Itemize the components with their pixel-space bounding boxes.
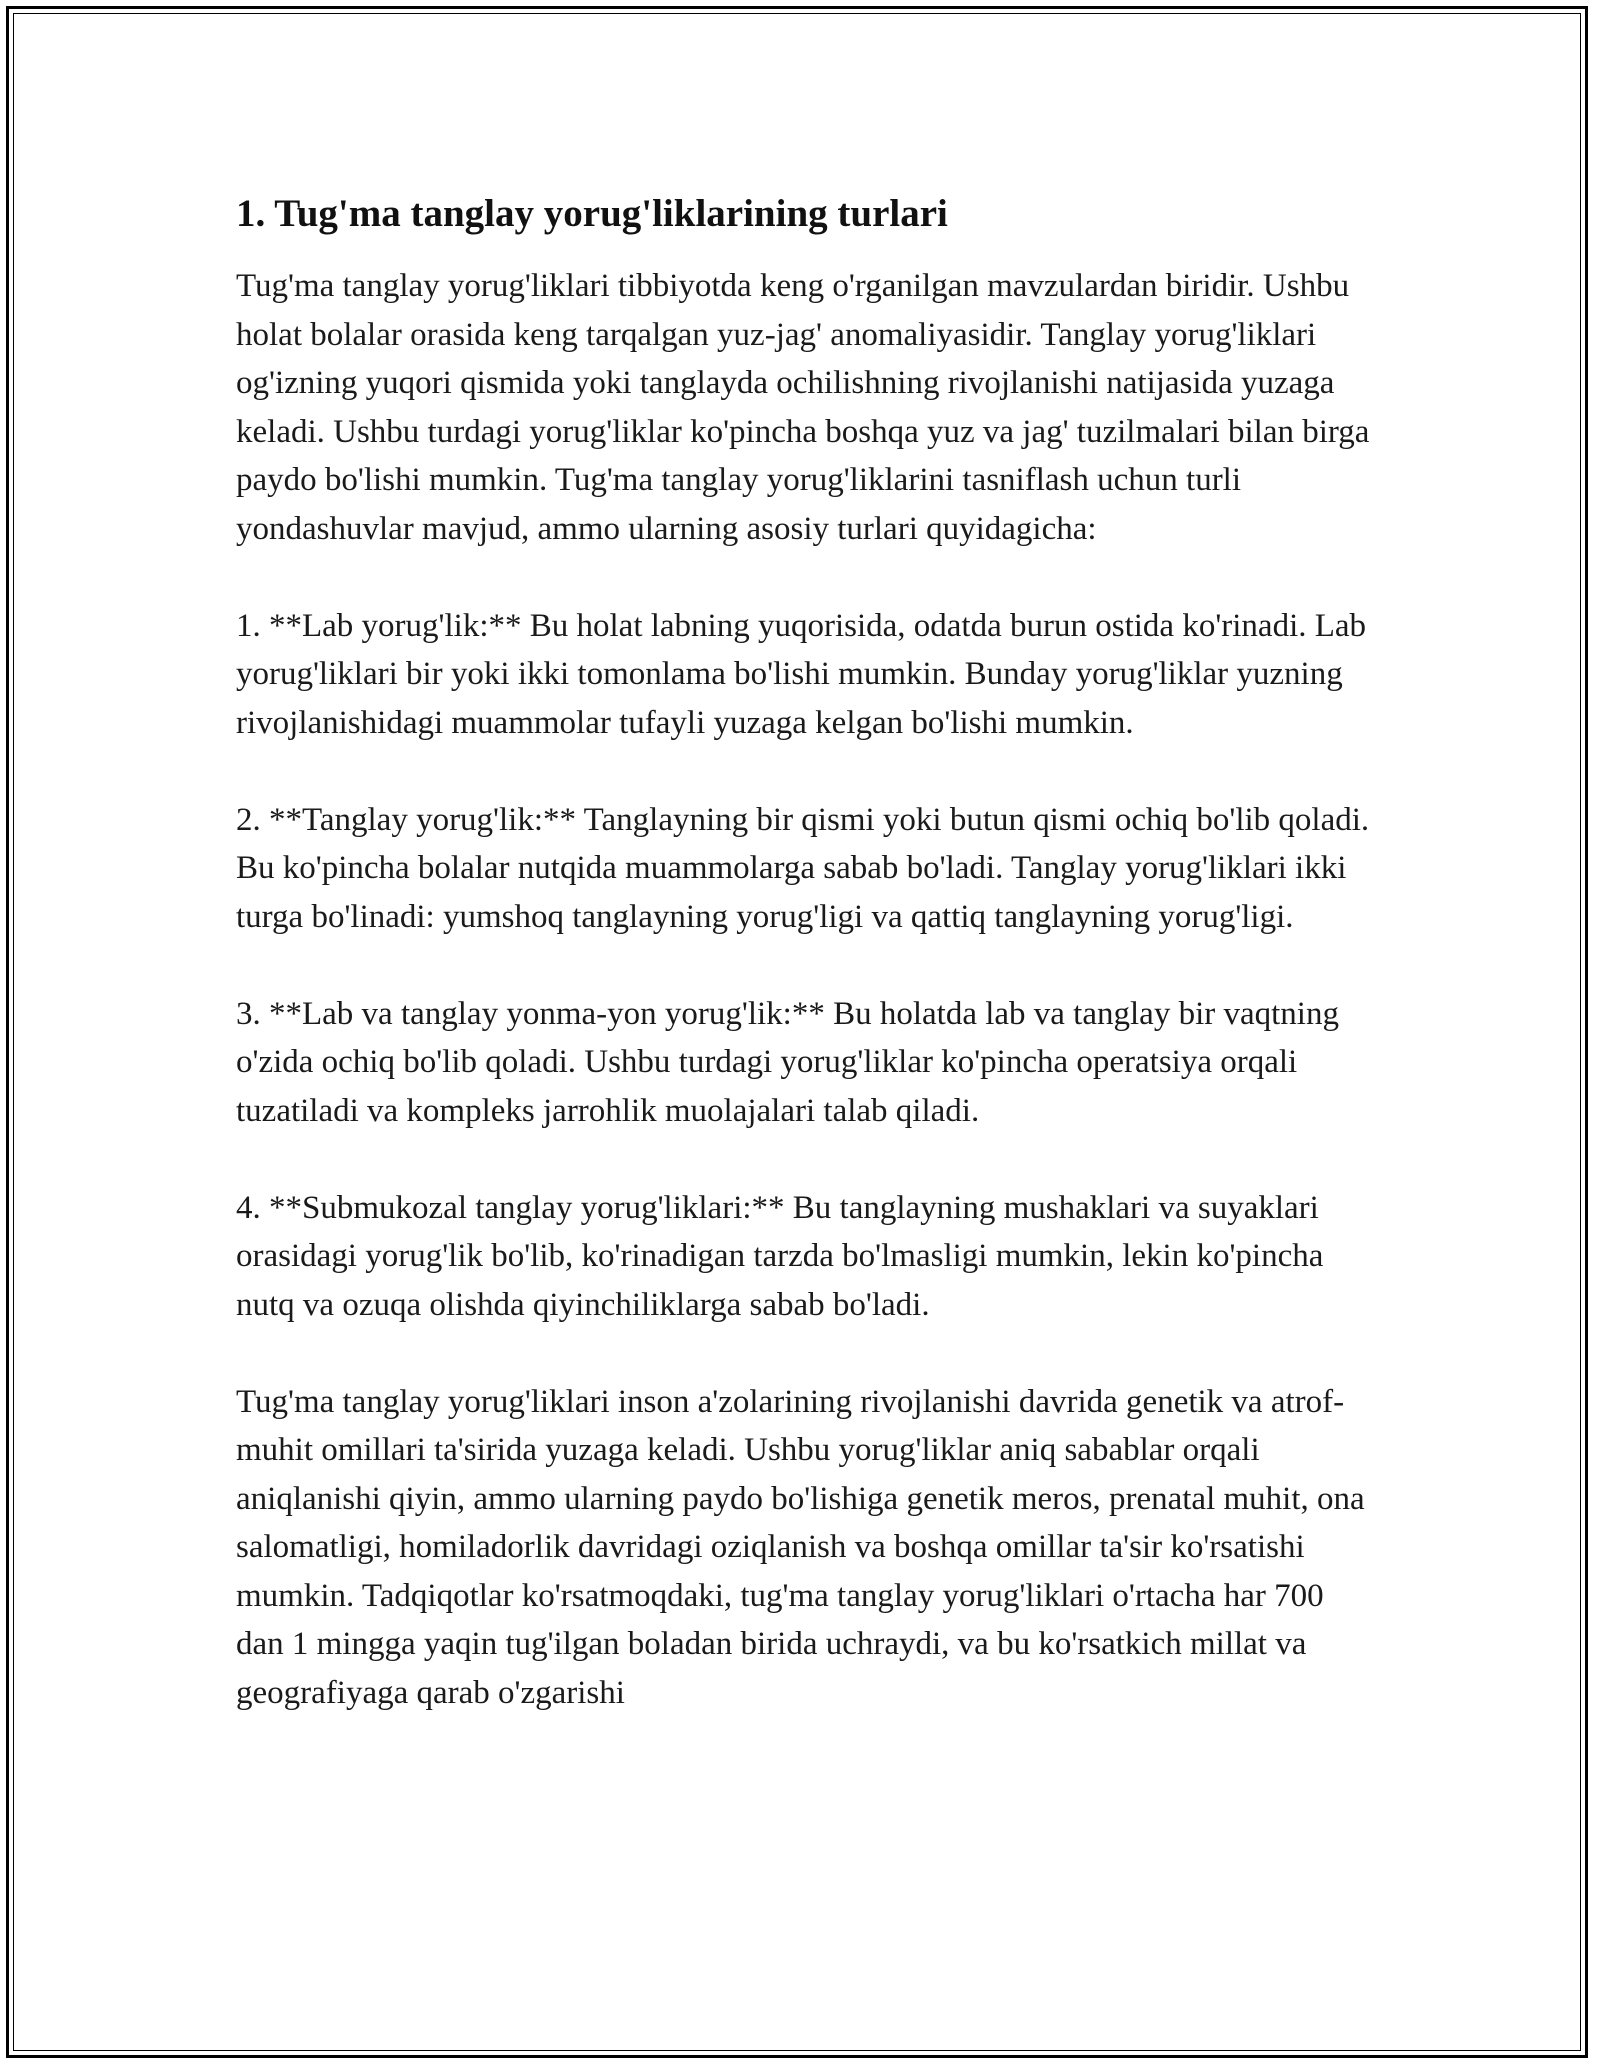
paragraph-item-4: 4. **Submukozal tanglay yorug'liklari:** Bu tanglayning mushaklari va suyaklari orasidagi yorug'lik bo'lib, ko'rinadigan tarzda bo'lmasligi mumkin, lekin ko'pincha nutq va ozuqa olishda qiyinchiliklarga sabab bo'ladi. <box>236 1189 1324 1323</box>
document-body <box>236 186 1372 1766</box>
section-heading: 1. Tug'ma tanglay yorug'liklarining turlari <box>236 192 948 235</box>
paragraph-item-3: 3. **Lab va tanglay yonma-yon yorug'lik:** Bu holatda lab va tanglay bir vaqtning o'zida ochiq bo'lib qoladi. Ushbu turdagi yorug'liklar ko'pincha operatsiya orqali tuzatiladi va kompleks jarrohlik muolajalari talab qiladi. <box>236 995 1339 1129</box>
paragraph-item-2: 2. **Tanglay yorug'lik:** Tanglayning bir qismi yoki butun qismi ochiq bo'lib qoladi. Bu ko'pincha bolalar nutqida muammolarga sabab bo'ladi. Tanglay yorug'liklari ikki turga bo'linadi: yumshoq tanglayning yorug'ligi va qattiq tanglayning yorug'ligi. <box>236 801 1370 935</box>
paragraph-conclusion: Tug'ma tanglay yorug'liklari inson a'zolarining rivojlanishi davrida genetik va atrof-muhit omillari ta'sirida yuzaga keladi. Ushbu yorug'liklar aniq sabablar orqali aniqlanishi qiyin, ammo ularning paydo bo'lishiga genetik meros, prenatal muhit, ona salomatligi, homiladorlik davridagi oziqlanish va boshqa omillar ta'sir ko'rsatishi mumkin. Tadqiqotlar ko'rsatmoqdaki, tug'ma tanglay yorug'liklari o'rtacha har 700 dan 1 mingga yaqin tug'ilgan boladan birida uchraydi, va bu ko'rsatkich millat va geografiyaga qarab o'zgarishi <box>236 1383 1365 1711</box>
paragraph-intro: Tug'ma tanglay yorug'liklari tibbiyotda keng o'rganilgan mavzulardan biridir. Ushbu holat bolalar orasida keng tarqalgan yuz-jag' anomaliyasidir. Tanglay yorug'liklari og'izning yuqori qismida yoki tanglayda ochilishning rivojlanishi natijasida yuzaga keladi. Ushbu turdagi yorug'liklar ko'pincha boshqa yuz va jag' tuzilmalari bilan birga paydo bo'lishi mumkin. Tug'ma tanglay yorug'liklarini tasniflash uchun turli yondashuvlar mavjud, ammo ularning asosiy turlari quyidagicha: <box>236 268 1370 547</box>
paragraph-item-1: 1. **Lab yorug'lik:** Bu holat labning yuqorisida, odatda burun ostida ko'rinadi. Lab yorug'liklari bir yoki ikki tomonlama bo'lishi mumkin. Bunday yorug'liklar yuzning rivojlanishidagi muammolar tufayli yuzaga kelgan bo'lishi mumkin. <box>236 607 1367 741</box>
